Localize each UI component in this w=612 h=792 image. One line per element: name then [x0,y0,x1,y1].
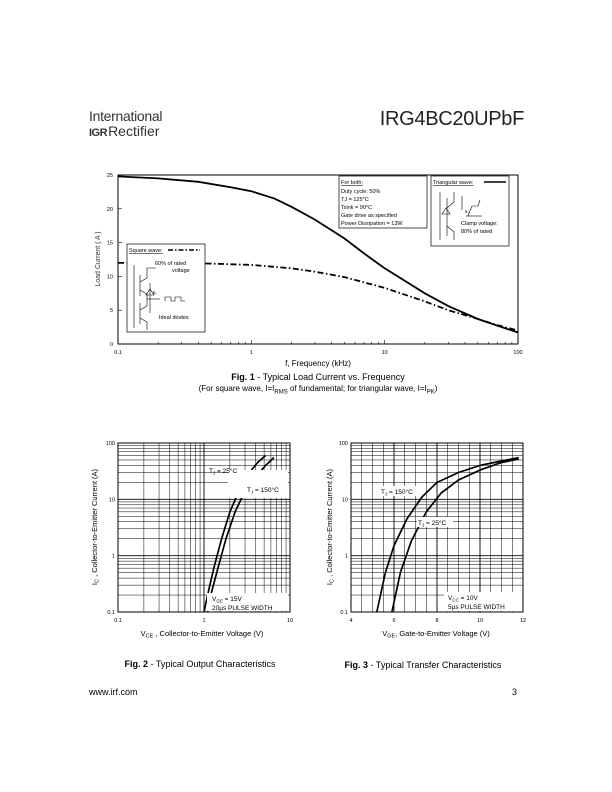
fig2-cond-line2: 20µs PULSE WIDTH [212,605,273,612]
fig3-caption-text: - Typical Transfer Characteristics [368,660,502,670]
fig2-x-tick-label: 1 [202,618,206,624]
footer-url: www.irf.com [89,687,138,697]
fig2-x-tick-label: 0.1 [114,618,122,624]
fig1-sub-caption: (For square wave, $I=I_{RMS}$ of fundamental; for triangular wave, $I=I_{PK}$) [198,384,438,396]
fig1-square-ideal: Ideal diodes [159,315,189,321]
fig1-square-title: Square wave: [129,248,163,254]
fig3-x-tick-label: 10 [476,618,484,624]
fig3-x-tick-label: 8 [435,618,439,624]
igr-logo: IGR [89,127,108,139]
fig1-triangular-title: Triangular wave: [433,180,474,186]
fig2-label-150: $T_J = 150^\circ C$ [247,487,279,495]
fig3-y-tick-label: 10 [341,497,348,504]
fig1-y-axis-label: Load Current ( A ) [95,231,102,287]
fig3-cond-line2: 5µs PULSE WIDTH [448,604,505,611]
fig1-square-note2: voltage [172,268,190,274]
fig1-caption-text: - Typical Load Current vs. Frequency [254,372,405,382]
fig3-x-tick-label: 6 [392,618,396,624]
fig2-caption-text: - Typical Output Characteristics [148,659,276,669]
fig3-label-150: $T_J = 150^\circ C$ [381,489,413,497]
fig3-cond-line1: $V_{CC} = 10V$ [448,595,478,603]
fig1-square-il-label: IL [153,290,157,295]
fig1-y-tick-label: 20 [106,206,113,213]
fig3-y-tick-label: 0.1 [340,610,348,616]
fig1-caption-label: Fig. 1 [231,372,255,382]
fig3-y-tick-label: 1 [344,553,348,560]
fig3-series-25c [392,459,519,612]
fig1-forboth-line: Tsink = 90°C [341,205,373,211]
fig2-y-axis-label: $I_C$ , Collector-to-Emitter Current (A) [90,468,101,586]
fig1-x-axis-label: f, Frequency (kHz) [285,359,351,368]
fig1-x-tick-label: 10 [381,350,388,356]
fig1-y-tick-label: 25 [106,173,113,179]
fig2-cond-line1: $V_{GE} = 15V$ [212,596,242,604]
company-logo-line1: International [89,108,163,124]
fig2-y-tick-label: 100 [105,441,115,447]
fig1-x-tick-label: 0.1 [114,350,122,356]
logo-rectifier: Rectifier [108,123,160,139]
fig1-forboth-line: Gate drive as specified [341,213,397,219]
fig2-x-tick-label: 10 [286,618,294,624]
fig2-caption-label: Fig. 2 [124,659,149,669]
fig1-forboth-line: Duty cycle: 50% [341,189,381,195]
fig3-x-tick-label: 12 [519,618,527,624]
fig2-label-25: $T_J = 25^\circ C$ [209,468,238,476]
fig2-caption [100,659,300,669]
fig1-triangular-note2: 80% of rated [461,229,493,235]
fig1-forboth-line: Power Dissipation = 13W [341,221,403,227]
fig1-triangular-note1: Clamp voltage: [461,221,498,227]
fig2-y-tick-label: 0.1 [107,610,115,616]
fig1-forboth-line: TJ = 125°C [341,197,369,203]
fig3-grid [351,443,523,612]
page-number: 3 [512,687,518,697]
fig1-x-tick-label: 1 [249,350,253,356]
fig1-y-tick-label: 15 [106,240,113,247]
fig1-y-tick-label: 10 [106,274,113,281]
fig3-x-tick-label: 4 [349,618,353,624]
fig1-y-tick-label: 5 [109,308,113,315]
fig1-triangular-il-label: IL [465,209,469,214]
fig1-forboth-title: For both: [341,180,364,186]
fig2-y-tick-label: 1 [111,553,115,560]
fig3-x-axis-label: $V_{GE}$, Gate-to-Emitter Voltage (V) [382,629,490,640]
fig1-x-tick-label: 100 [513,350,523,356]
fig1-y-tick-label: 0 [109,342,113,348]
fig3-y-tick-label: 100 [338,441,348,447]
fig1-square-note1: 60% of rated [155,261,187,267]
fig3-caption-label: Fig. 3 [344,660,369,670]
fig2-x-axis-label: $V_{CE}$ , Collector-to-Emitter Voltage (V) [140,629,264,640]
fig3-y-axis-label: $I_C$ , Collector-to-Emitter Current (A) [325,468,336,586]
part-number: IRG4BC20UPbF [379,108,524,130]
fig3-caption [316,660,530,670]
fig3-label-25: $T_J = 25^\circ C$ [418,520,447,528]
fig2-y-tick-label: 10 [108,497,115,504]
